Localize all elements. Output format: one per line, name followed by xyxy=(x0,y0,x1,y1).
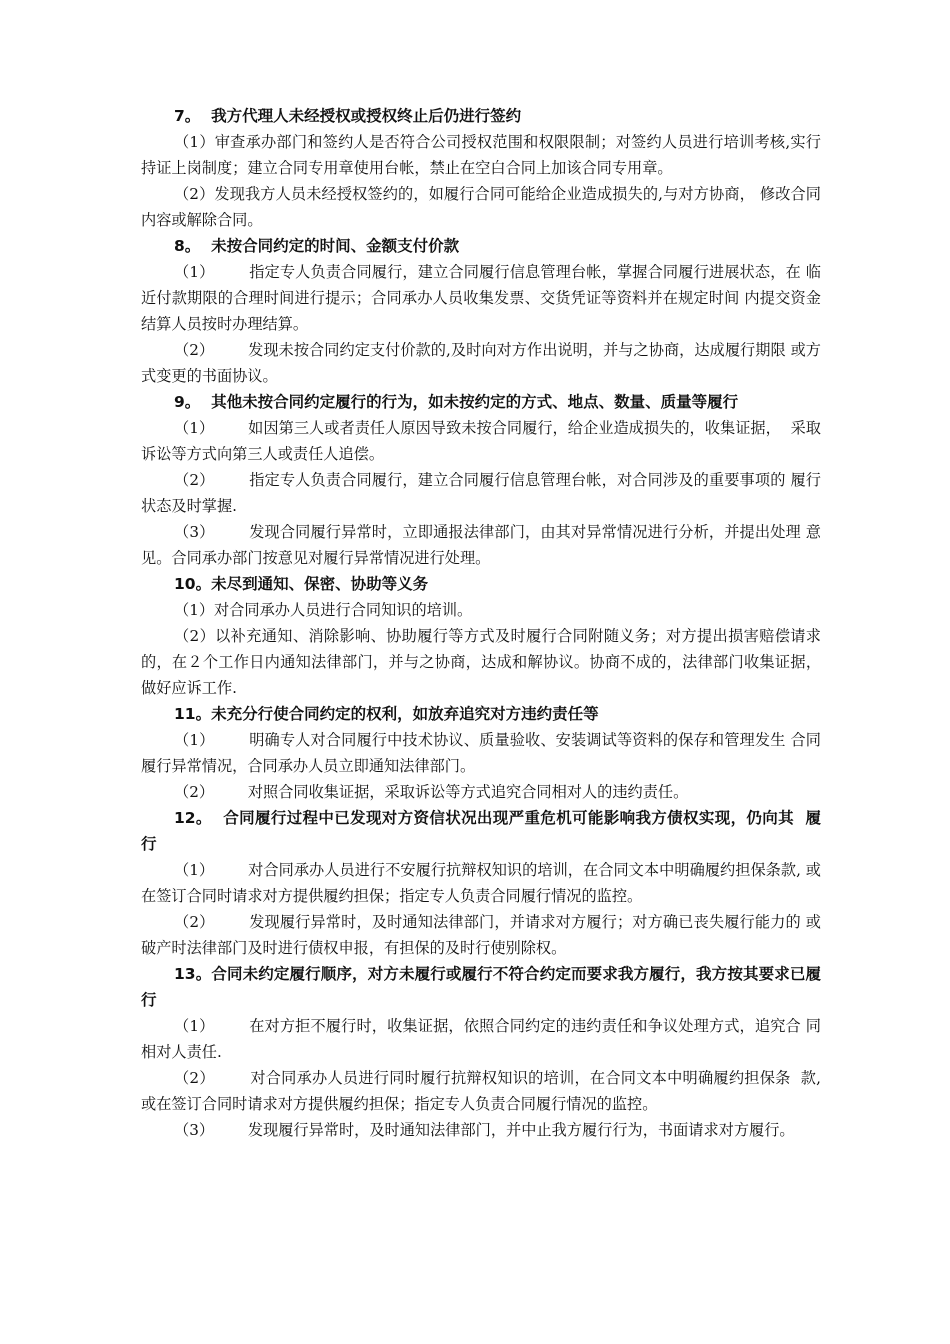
list-item: （3） 发现合同履行异常时，立即通报法律部门，由其对异常情况进行分析，并提出处理 意见。合同承办部门按意见对履行异常情况进行处理。 xyxy=(141,523,821,567)
list-item: （2） 指定专人负责合同履行，建立合同履行信息管理台帐，对合同涉及的重要事项的 履行状态及时掌握. xyxy=(141,471,821,515)
list-item: （2）发现我方人员未经授权签约的，如履行合同可能给企业造成损失的,与对方协商， 修改合同内容或解除合同。 xyxy=(141,185,821,229)
list-item: （3） 发现履行异常时，及时通知法律部门，并中止我方履行行为，书面请求对方履行。 xyxy=(174,1121,795,1139)
list-item: （1） 在对方拒不履行时，收集证据，依照合同约定的违约责任和争议处理方式，追究合 同相对人责任. xyxy=(141,1017,821,1061)
section-heading-11: 11。未充分行使合同约定的权利，如放弃追究对方违约责任等 xyxy=(174,705,599,723)
list-item: （1） 如因第三人或者责任人原因导致未按合同履行，给企业造成损失的，收集证据， 采取诉讼等方式向第三人或责任人追偿。 xyxy=(141,419,821,463)
document-body xyxy=(141,103,821,1143)
section-heading-8: 8。 未按合同约定的时间、金额支付价款 xyxy=(174,237,460,255)
section-heading-10: 10。未尽到通知、保密、协助等义务 xyxy=(174,575,429,593)
list-item: （1） 对合同承办人员进行不安履行抗辩权知识的培训，在合同文本中明确履约担保条款, 或在签订合同时请求对方提供履约担保；指定专人负责合同履行情况的监控。 xyxy=(141,861,821,905)
list-item: （2） 对照合同收集证据，采取诉讼等方式追究合同相对人的违约责任。 xyxy=(174,783,689,801)
list-item: （2） 发现未按合同约定支付价款的,及时向对方作出说明，并与之协商，达成履行期限 或方式变更的书面协议。 xyxy=(141,341,821,385)
list-item: （1）审查承办部门和签约人是否符合公司授权范围和权限限制；对签约人员进行培训考核,实行持证上岗制度；建立合同专用章使用台帐，禁止在空白合同上加该合同专用章。 xyxy=(141,133,821,177)
section-heading-13: 13。合同未约定履行顺序，对方未履行或履行不符合约定而要求我方履行，我方按其要求已履行 xyxy=(141,965,821,1009)
list-item: （2） 对合同承办人员进行同时履行抗辩权知识的培训，在合同文本中明确履约担保条 款,或在签订合同时请求对方提供履约担保；指定专人负责合同履行情况的监控。 xyxy=(141,1069,821,1113)
section-heading-12: 12。 合同履行过程中已发现对方资信状况出现严重危机可能影响我方债权实现，仍向其 履行 xyxy=(141,809,821,853)
section-heading-9: 9。 其他未按合同约定履行的行为，如未按约定的方式、地点、数量、质量等履行 xyxy=(174,393,739,411)
list-item: （1） 指定专人负责合同履行，建立合同履行信息管理台帐，掌握合同履行进展状态，在 临近付款期限的合理时间进行提示；合同承办人员收集发票、交货凭证等资料并在规定时间 内提交资金结算人员按时办理结算。 xyxy=(141,263,821,333)
list-item: （1）对合同承办人员进行合同知识的培训。 xyxy=(174,601,473,619)
list-item: （2） 发现履行异常时，及时通知法律部门，并请求对方履行；对方确已丧失履行能力的 或破产时法律部门及时进行债权申报，有担保的及时行使别除权。 xyxy=(141,913,821,957)
list-item: （2）以补充通知、消除影响、协助履行等方式及时履行合同附随义务；对方提出损害赔偿请求的，在２个工作日内通知法律部门，并与之协商，达成和解协议。协商不成的，法律部门收集证据，做好应诉工作. xyxy=(141,627,821,697)
list-item: （1） 明确专人对合同履行中技术协议、质量验收、安装调试等资料的保存和管理发生 合同履行异常情况，合同承办人员立即通知法律部门。 xyxy=(141,731,821,775)
section-heading-7: 7。 我方代理人未经授权或授权终止后仍进行签约 xyxy=(174,107,522,125)
